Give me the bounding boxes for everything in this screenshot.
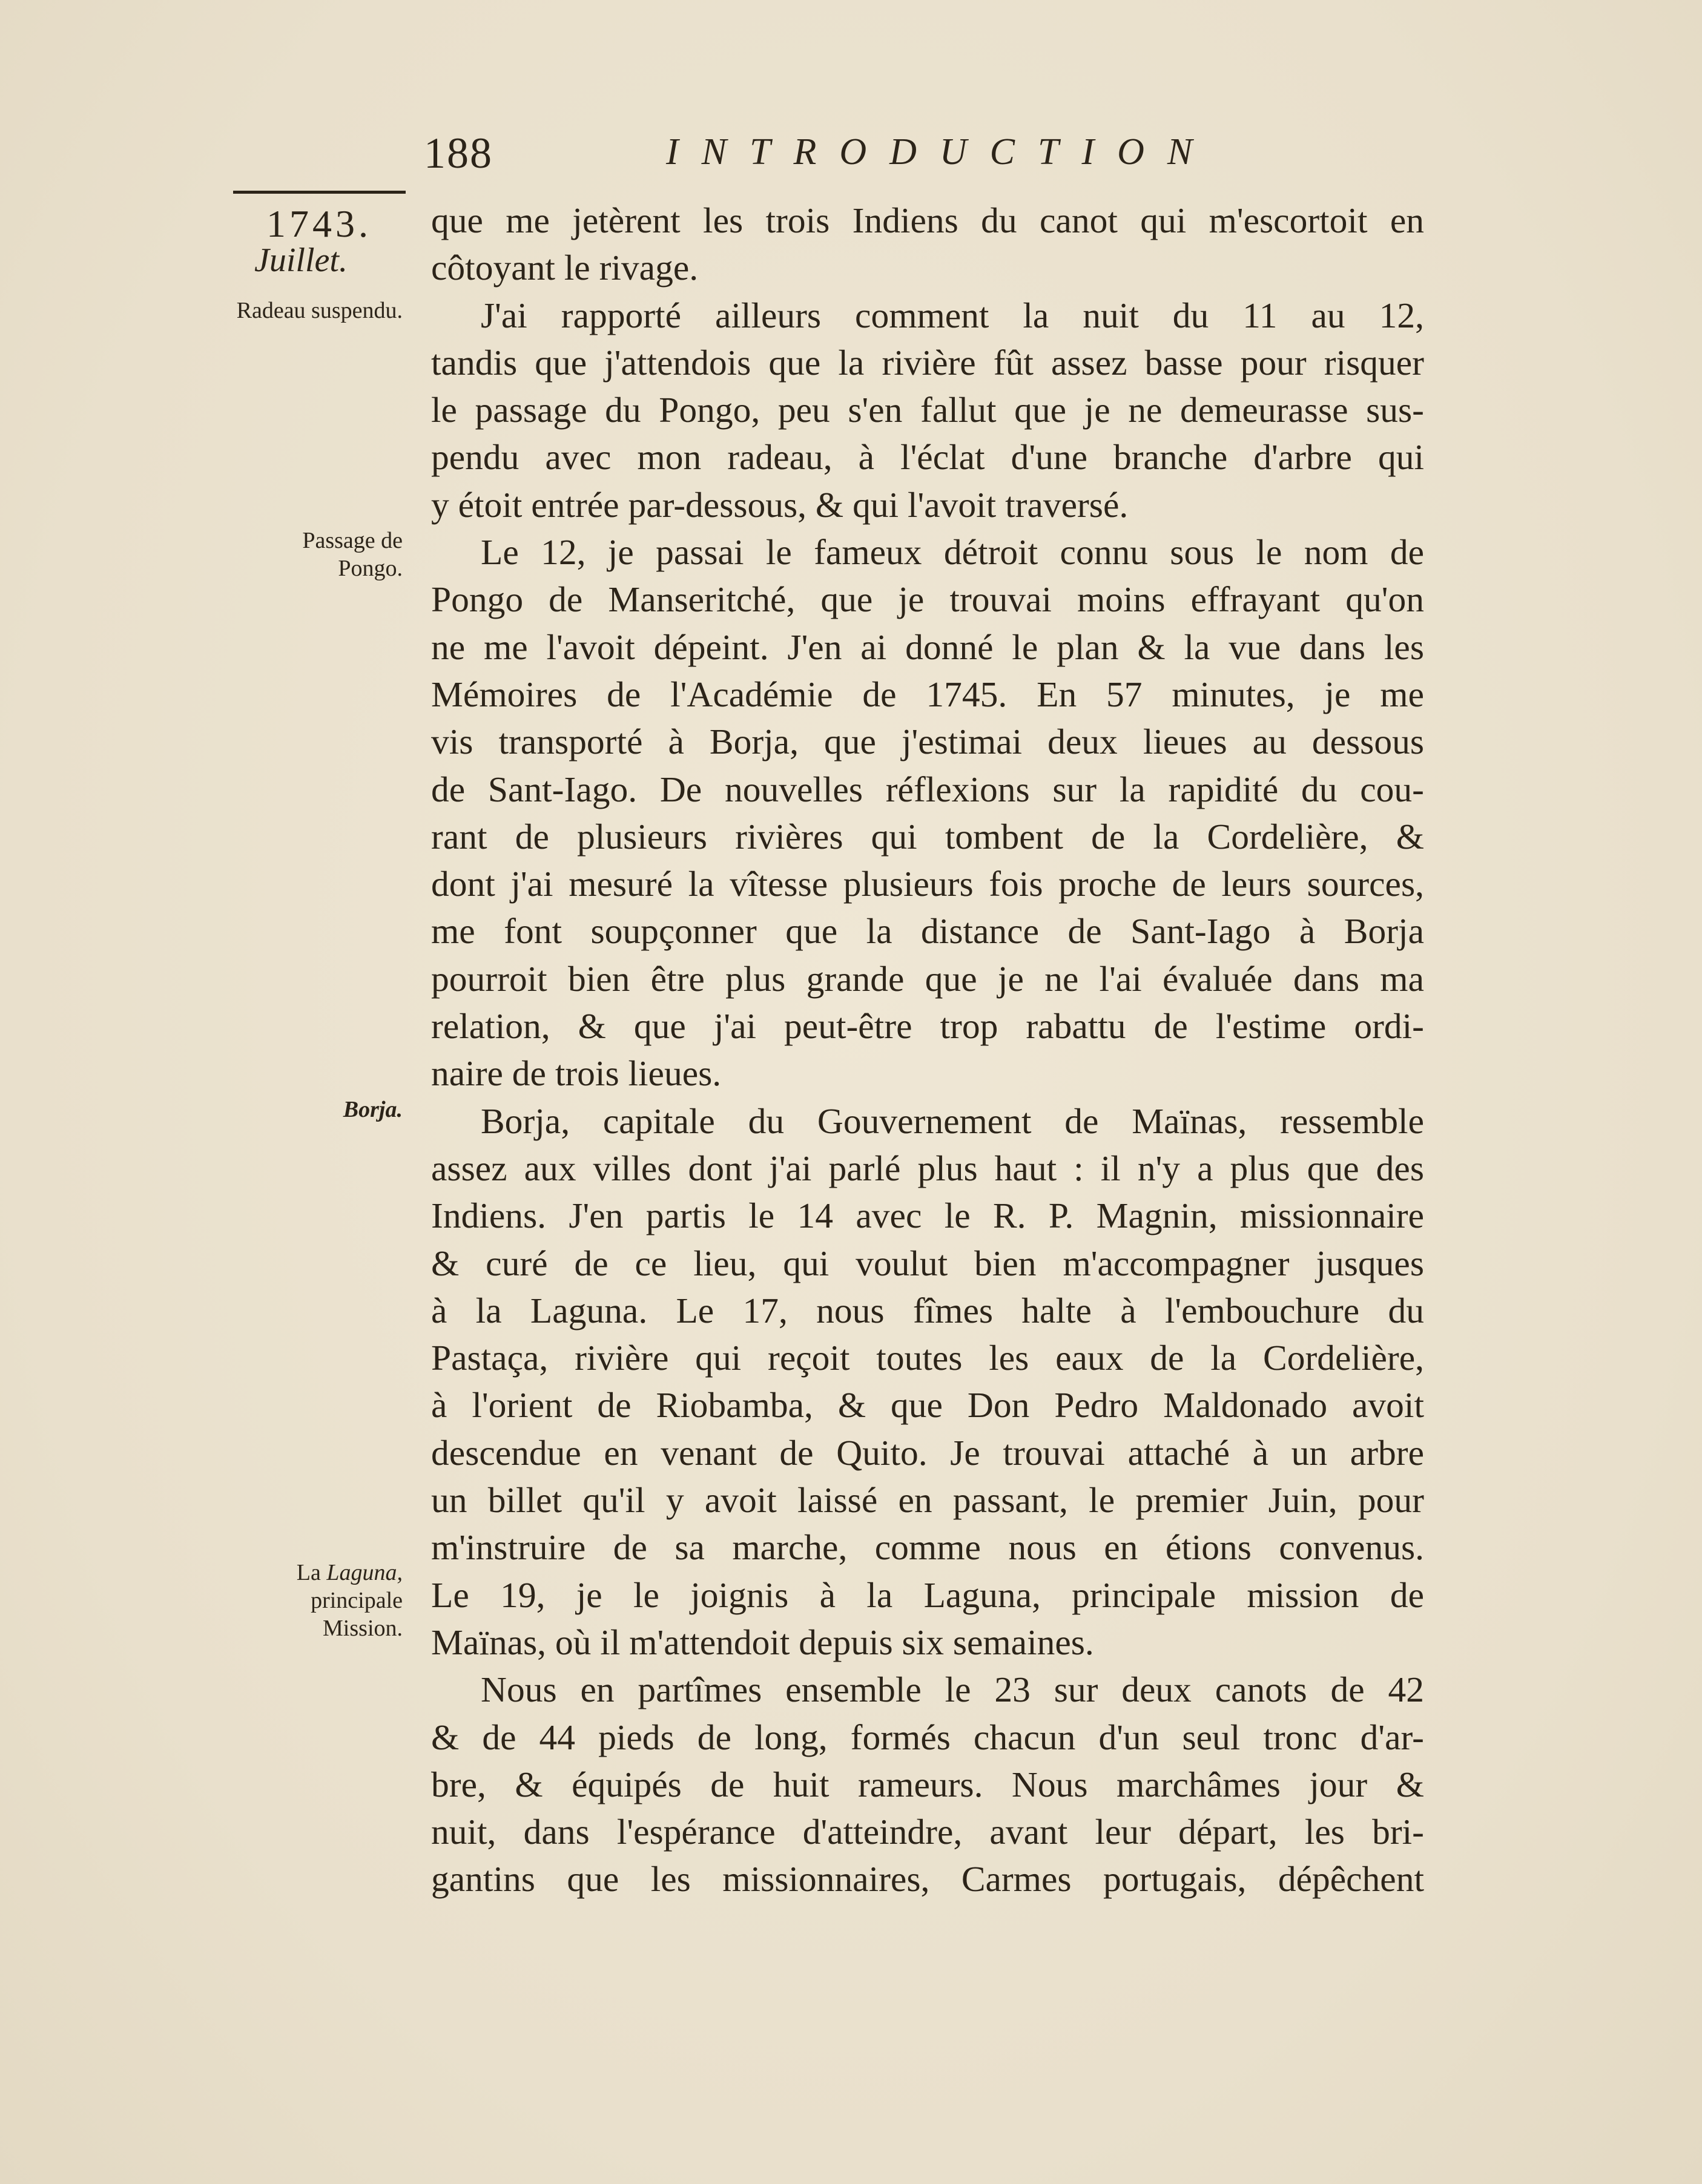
text-line: un billet qu'il y avoit laissé en passant, le premier Juin, pour (431, 1480, 1424, 1521)
margin-year: 1743. (266, 202, 372, 245)
text-line: côtoyant le rivage. (431, 248, 699, 288)
page-header (424, 128, 1453, 183)
text-line: Maïnas, où il m'attendoit depuis six semaines. (431, 1622, 1094, 1662)
text-line: Indiens. J'en partis le 14 avec le R. P. Magnin, missionnaire (431, 1196, 1424, 1236)
text-line: & de 44 pieds de long, formés chacun d'un seul tronc d'ar- (431, 1717, 1424, 1757)
text-line: Le 19, je le joignis à la Laguna, principale mission de (431, 1574, 1424, 1615)
margin-rule (233, 191, 406, 194)
text-line: dont j'ai mesuré la vîtesse plusieurs fois proche de leurs sources, (431, 864, 1424, 904)
text-line: J'ai rapporté ailleurs comment la nuit du 11 au 12, (481, 295, 1424, 335)
text-line: Le 12, je passai le fameux détroit connu sous le nom de (481, 532, 1424, 573)
text-line: à la Laguna. Le 17, nous fîmes halte à l'embouchure du (431, 1290, 1424, 1330)
text-line: m'instruire de sa marche, comme nous en étions convenus. (431, 1527, 1424, 1568)
margin-note-laguna-name: Laguna, (326, 1560, 403, 1585)
margin-note-radeau: Radeau suspendu. (236, 298, 403, 323)
margin-note-passage: Passage de Pongo. (302, 528, 403, 581)
text-line: Mémoires de l'Académie de 1745. En 57 minutes, je me (431, 674, 1424, 714)
text-line: nuit, dans l'espérance d'atteindre, avant leur départ, les bri- (431, 1812, 1424, 1852)
text-line: que me jetèrent les trois Indiens du canot qui m'escortoit en (431, 200, 1424, 240)
margin-note-borja: Borja. (343, 1097, 403, 1122)
margin-note-laguna-prefix: La (296, 1560, 321, 1585)
text-line: Pongo de Manseritché, que je trouvai moins effrayant qu'on (431, 579, 1424, 620)
text-line: Borja, capitale du Gouvernement de Maïnas, ressemble (481, 1100, 1424, 1141)
text-line: vis transporté à Borja, que j'estimai deux lieues au dessous (431, 722, 1424, 762)
margin-note-laguna (233, 1559, 403, 1642)
text-line: pourroit bien être plus grande que je ne l'ai évaluée dans ma (431, 958, 1424, 999)
text-line: ne me l'avoit dépeint. J'en ai donné le plan & la vue dans les (431, 627, 1424, 667)
text-line: pendu avec mon radeau, à l'éclat d'une branche d'arbre qui (431, 437, 1424, 478)
text-line: & curé de ce lieu, qui voulut bien m'accompagner jusques (431, 1243, 1424, 1283)
text-line: bre, & équipés de huit rameurs. Nous marchâmes jour & (431, 1764, 1424, 1804)
text-line: gantins que les missionnaires, Carmes portugais, dépêchent (431, 1859, 1424, 1899)
text-line: naire de trois lieues. (431, 1053, 722, 1094)
page-number: 188 (424, 129, 493, 177)
text-line: me font soupçonner que la distance de Sant-Iago à Borja (431, 911, 1424, 952)
text-line: Pastaça, rivière qui reçoit toutes les eaux de la Cordelière, (431, 1338, 1424, 1378)
text-line: tandis que j'attendois que la rivière fût assez basse pour risquer (431, 342, 1424, 383)
margin-note-laguna-rest: principale Mission. (311, 1588, 403, 1641)
text-line: à l'orient de Riobamba, & que Don Pedro Maldonado avoit (431, 1385, 1424, 1426)
running-head: INTRODUCTION (666, 131, 1216, 173)
text-line: assez aux villes dont j'ai parlé plus haut : il n'y a plus que des (431, 1148, 1424, 1188)
body-text (431, 197, 1424, 1903)
text-line: relation, & que j'ai peut-être trop rabattu de l'estime ordi- (431, 1006, 1424, 1047)
text-line: rant de plusieurs rivières qui tombent de la Cordelière, & (431, 816, 1424, 857)
text-line: le passage du Pongo, peu s'en fallut que je ne demeurasse sus- (431, 390, 1424, 430)
text-line: de Sant-Iago. De nouvelles réflexions sur la rapidité du cou- (431, 769, 1424, 809)
margin-month: Juillet. (254, 242, 348, 279)
text-line: y étoit entrée par-dessous, & qui l'avoit traversé. (431, 484, 1129, 525)
text-line: descendue en venant de Quito. Je trouvai attaché à un arbre (431, 1432, 1424, 1473)
text-line: Nous en partîmes ensemble le 23 sur deux canots de 42 (481, 1669, 1424, 1710)
